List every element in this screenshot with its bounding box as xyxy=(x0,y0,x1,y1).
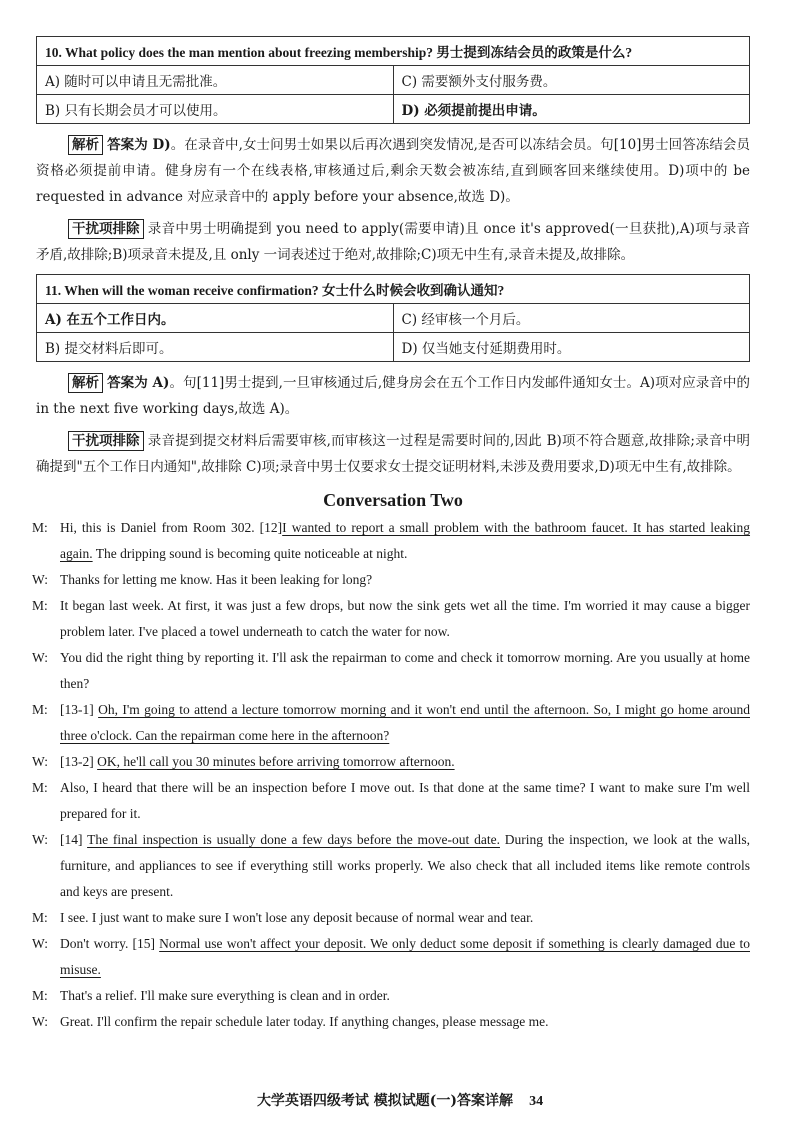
analysis-label: 解析 xyxy=(68,373,103,393)
line-text: I see. I just want to make sure I won't lose any deposit because of normal wear and tear. xyxy=(60,910,534,925)
page-number: 34 xyxy=(529,1094,544,1109)
q11-option-b: B) 提交材料后即可。 xyxy=(37,333,394,362)
speaker-label: W: xyxy=(32,832,48,847)
dialogue-line xyxy=(32,775,750,827)
distractor-label: 干扰项排除 xyxy=(68,431,144,451)
underlined-key-sentence: Normal use won't affect your deposit. We only deduct some deposit if something is clearly damaged due to misuse. xyxy=(60,936,750,977)
conversation-transcript xyxy=(32,515,751,1035)
q10-answer: 答案为 D) xyxy=(107,137,171,153)
q10-option-d: D) 必须提前提出申请。 xyxy=(393,95,750,124)
underlined-key-sentence: OK, he'll call you 30 minutes before arriving tomorrow afternoon. xyxy=(97,754,455,769)
speaker-label: W: xyxy=(32,936,48,951)
footer-title: 大学英语四级考试 模拟试题(一)答案详解 xyxy=(256,1093,514,1109)
speaker-label: W: xyxy=(32,572,48,587)
dialogue-line xyxy=(32,905,750,931)
dialogue-line xyxy=(32,515,750,567)
q11-option-a: A) 在五个工作日内。 xyxy=(37,304,394,333)
q10-option-c: C) 需要额外支付服务费。 xyxy=(393,66,750,95)
speaker-label: M: xyxy=(32,988,48,1003)
dialogue-line xyxy=(32,1009,750,1035)
line-text: Hi, this is Daniel from Room 302. [12] xyxy=(60,520,283,535)
line-text: It began last week. At first, it was just a few drops, but now the sink gets wet all the time. I'm worried it may cause a bigger problem later. I've placed a towel underneath to catch the water for now. xyxy=(60,598,750,639)
question-11-stem: 11. When will the woman receive confirmation? 女士什么时候会收到确认通知? xyxy=(37,275,750,304)
q10-distractor-text: 录音中男士明确提到 you need to apply(需要申请)且 once it's approved(一旦获批),A)项与录音矛盾,故排除;B)项录音未提及,且 only 一词表述过于绝对,故排除;C)项无中生有,录音未提及,故排除。 xyxy=(36,221,750,263)
dialogue-line xyxy=(32,827,750,905)
line-text: During the inspection, we look at the walls, furniture, and appliances to see if everything still works properly. We also check that all included items like remote controls and keys are present. xyxy=(60,832,751,899)
speaker-label: W: xyxy=(32,754,48,769)
q10-option-b: B) 只有长期会员才可以使用。 xyxy=(37,95,394,124)
line-text: Also, I heard that there will be an inspection before I move out. Is that done at the same time? I want to make sure I'm well prepared for it. xyxy=(60,780,750,821)
q11-analysis-text: 。句[11]男士提到,一旦审核通过后,健身房会在五个工作日内发邮件通知女士。A)项对应录音中的 in the next five working days,故选 A)。 xyxy=(36,375,750,417)
page-footer xyxy=(0,1090,800,1110)
dialogue-line xyxy=(32,983,750,1009)
line-text: [13-1] xyxy=(60,702,99,717)
line-text: Don't worry. [15] xyxy=(60,936,160,951)
line-text: You did the right thing by reporting it. I'll ask the repairman to come and check it tomorrow morning. Are you usually at home then? xyxy=(60,650,750,691)
dialogue-line xyxy=(32,931,750,983)
dialogue-line xyxy=(32,593,750,645)
dialogue-line xyxy=(32,567,750,593)
q11-option-c: C) 经审核一个月后。 xyxy=(393,304,750,333)
q10-option-a: A) 随时可以申请且无需批准。 xyxy=(37,66,394,95)
analysis-label: 解析 xyxy=(68,135,103,155)
speaker-label: W: xyxy=(32,650,48,665)
question-10-stem: 10. What policy does the man mention about freezing membership? 男士提到冻结会员的政策是什么? xyxy=(37,37,750,66)
speaker-label: W: xyxy=(32,1014,48,1029)
line-text: Great. I'll confirm the repair schedule later today. If anything changes, please message me. xyxy=(60,1014,549,1029)
dialogue-line xyxy=(32,645,750,697)
line-text: [13-2] xyxy=(60,754,98,769)
speaker-label: M: xyxy=(32,520,48,535)
question-11-table xyxy=(36,274,750,362)
q10-distractor xyxy=(36,216,750,268)
speaker-label: M: xyxy=(32,598,48,613)
q11-answer: 答案为 A) xyxy=(107,375,170,391)
conversation-title: Conversation Two xyxy=(323,490,463,510)
line-text: Thanks for letting me know. Has it been leaking for long? xyxy=(60,572,373,587)
underlined-key-sentence: I wanted to report a small problem with the bathroom faucet. It has started leaking again. xyxy=(60,520,751,561)
q11-distractor-text: 录音提到提交材料后需要审核,而审核这一过程是需要时间的,因此 B)项不符合题意,故排除;录音中明确提到"五个工作日内通知",故排除 C)项;录音中男士仅要求女士提交证明材料,未涉及费用要求,D)项无中生有,故排除。 xyxy=(36,433,750,475)
q11-distractor xyxy=(36,428,750,480)
underlined-key-sentence: The final inspection is usually done a few days before the move-out date. xyxy=(87,832,500,847)
q11-analysis xyxy=(36,370,750,422)
line-text: The dripping sound is becoming quite noticeable at night. xyxy=(92,546,408,561)
underlined-key-sentence: Oh, I'm going to attend a lecture tomorrow morning and it won't end until the afternoon. So, I might go home around three o'clock. Can the repairman come here in the afternoon? xyxy=(60,702,750,743)
q10-analysis-text: 。在录音中,女士问男士如果以后再次遇到突发情况,是否可以冻结会员。句[10]男士回答冻结会员资格必须提前申请。健身房有一个在线表格,审核通过后,剩余天数会被冻结,直到顾客回来继续使用。D)项中的 be requested in advance 对应录音中的 apply before your absence,故选 D)。 xyxy=(36,137,751,205)
q10-analysis xyxy=(36,132,750,210)
line-text: That's a relief. I'll make sure everything is clean and in order. xyxy=(60,988,390,1003)
speaker-label: M: xyxy=(32,910,48,925)
page-content xyxy=(32,36,751,1035)
speaker-label: M: xyxy=(32,780,48,795)
dialogue-line xyxy=(32,749,750,775)
line-text: [14] xyxy=(60,832,88,847)
question-10-table xyxy=(36,36,750,124)
q11-option-d: D) 仅当她支付延期费用时。 xyxy=(393,333,750,362)
distractor-label: 干扰项排除 xyxy=(68,219,144,239)
dialogue-line xyxy=(32,697,750,749)
speaker-label: M: xyxy=(32,702,48,717)
